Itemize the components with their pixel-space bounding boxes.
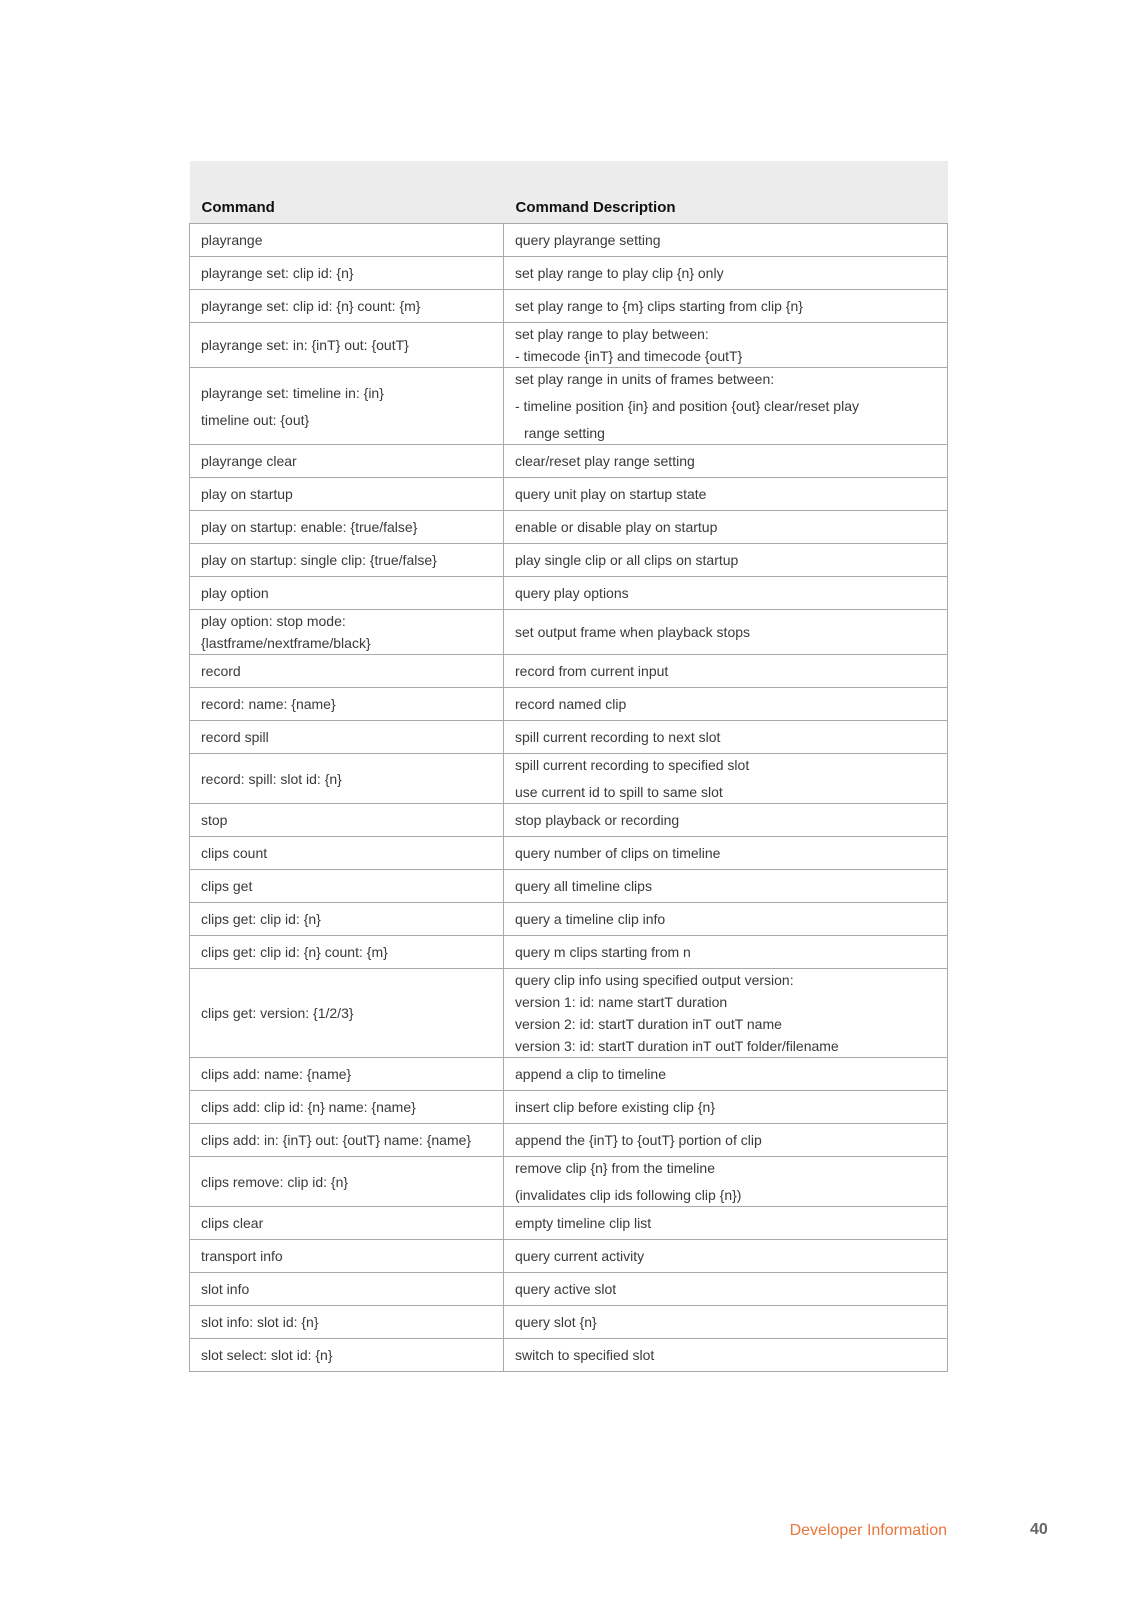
table-row — [190, 754, 948, 804]
table-row — [190, 804, 948, 837]
header-command: Command — [190, 161, 504, 224]
description-text: query number of clips on timeline — [515, 845, 721, 861]
description-text: version 1: id: name startT duration — [515, 994, 728, 1010]
description-text: insert clip before existing clip {n} — [515, 1099, 715, 1115]
description-text: enable or disable play on startup — [515, 519, 718, 535]
description-cell — [504, 837, 948, 870]
description-text: record from current input — [515, 663, 669, 679]
table-body — [190, 224, 948, 1372]
command-text: timeline out: {out} — [201, 411, 310, 428]
description-cell — [504, 224, 948, 257]
command-table — [189, 161, 948, 1372]
table-row — [190, 1157, 948, 1207]
command-text: slot info: slot id: {n} — [201, 1314, 319, 1330]
command-cell — [190, 368, 504, 445]
command-cell — [190, 837, 504, 870]
table-row — [190, 478, 948, 511]
description-text: query all timeline clips — [515, 878, 652, 894]
description-cell — [504, 257, 948, 290]
command-cell — [190, 1058, 504, 1091]
command-text: play option — [201, 585, 269, 601]
command-text: playrange clear — [201, 453, 297, 469]
description-text: query m clips starting from n — [515, 944, 691, 960]
table-row — [190, 1091, 948, 1124]
command-cell — [190, 445, 504, 478]
command-text: playrange set: clip id: {n} count: {m} — [201, 298, 421, 314]
command-text: playrange set: in: {inT} out: {outT} — [201, 337, 409, 353]
command-text: clips get: version: {1/2/3} — [201, 1005, 354, 1021]
table-row — [190, 610, 948, 655]
command-text: clips add: clip id: {n} name: {name} — [201, 1099, 416, 1115]
description-text: - timeline position {in} and position {out} clear/reset play — [515, 398, 859, 414]
description-text: query current activity — [515, 1248, 645, 1264]
command-text: {lastframe/nextframe/black} — [201, 635, 371, 651]
command-text: slot info — [201, 1281, 250, 1297]
description-text: query playrange setting — [515, 232, 661, 248]
table-row — [190, 577, 948, 610]
description-text: empty timeline clip list — [515, 1215, 652, 1231]
description-cell — [504, 688, 948, 721]
command-cell — [190, 544, 504, 577]
table-row — [190, 1124, 948, 1157]
command-cell — [190, 688, 504, 721]
command-text: playrange — [201, 232, 263, 248]
description-cell — [504, 721, 948, 754]
command-cell — [190, 290, 504, 323]
description-cell — [504, 1207, 948, 1240]
description-text: query clip info using specified output version: — [515, 972, 794, 988]
command-text: play on startup: enable: {true/false} — [201, 519, 418, 535]
command-cell — [190, 1339, 504, 1372]
description-text: - timecode {inT} and timecode {outT} — [515, 348, 743, 364]
description-cell — [504, 1339, 948, 1372]
command-cell — [190, 1207, 504, 1240]
description-text: set play range to play between: — [515, 326, 709, 342]
command-cell — [190, 224, 504, 257]
description-cell — [504, 655, 948, 688]
description-cell — [504, 1058, 948, 1091]
description-cell — [504, 1240, 948, 1273]
description-cell — [504, 1273, 948, 1306]
description-cell — [504, 1306, 948, 1339]
command-cell — [190, 655, 504, 688]
command-cell — [190, 1157, 504, 1207]
description-text: clear/reset play range setting — [515, 453, 695, 469]
command-cell — [190, 511, 504, 544]
description-cell — [504, 1124, 948, 1157]
command-cell — [190, 903, 504, 936]
description-text: stop playback or recording — [515, 812, 680, 828]
command-text: record: name: {name} — [201, 696, 336, 712]
table-row — [190, 870, 948, 903]
description-cell — [504, 936, 948, 969]
description-text: set output frame when playback stops — [515, 624, 751, 640]
description-cell — [504, 610, 948, 655]
description-text: remove clip {n} from the timeline — [515, 1160, 715, 1176]
command-text: clips clear — [201, 1215, 264, 1231]
description-cell — [504, 511, 948, 544]
table-row — [190, 1339, 948, 1372]
description-text: append a clip to timeline — [515, 1066, 666, 1082]
description-cell — [504, 969, 948, 1058]
command-text: clips add: in: {inT} out: {outT} name: {name} — [201, 1132, 472, 1148]
description-text: version 3: id: startT duration inT outT folder/filename — [515, 1038, 839, 1054]
table-row — [190, 688, 948, 721]
description-text: query play options — [515, 585, 629, 601]
command-cell — [190, 1306, 504, 1339]
command-text: record spill — [201, 729, 269, 745]
command-cell — [190, 870, 504, 903]
description-cell — [504, 754, 948, 804]
description-text: query a timeline clip info — [515, 911, 666, 927]
command-cell — [190, 936, 504, 969]
command-text: play on startup — [201, 486, 293, 502]
command-cell — [190, 257, 504, 290]
description-text: spill current recording to next slot — [515, 729, 721, 745]
table-row — [190, 903, 948, 936]
description-cell — [504, 323, 948, 368]
table-row — [190, 1240, 948, 1273]
command-cell — [190, 1124, 504, 1157]
description-text: append the {inT} to {outT} portion of clip — [515, 1132, 762, 1148]
table-row — [190, 445, 948, 478]
command-text: record — [201, 663, 241, 679]
command-text: clips add: name: {name} — [201, 1066, 352, 1082]
table-row — [190, 936, 948, 969]
description-text: spill current recording to specified slot — [515, 757, 750, 773]
description-cell — [504, 577, 948, 610]
command-text: play on startup: single clip: {true/false} — [201, 552, 437, 568]
command-cell — [190, 754, 504, 804]
description-text: range setting — [524, 425, 605, 441]
description-text: query unit play on startup state — [515, 486, 707, 502]
table-row — [190, 224, 948, 257]
command-text: playrange set: timeline in: {in} — [201, 384, 384, 401]
command-cell — [190, 804, 504, 837]
table-row — [190, 290, 948, 323]
description-text: query active slot — [515, 1281, 617, 1297]
command-text: clips get: clip id: {n} — [201, 911, 321, 927]
table-row — [190, 1273, 948, 1306]
description-cell — [504, 445, 948, 478]
table-row — [190, 1058, 948, 1091]
description-cell — [504, 368, 948, 445]
description-text: play single clip or all clips on startup — [515, 552, 739, 568]
description-text: set play range to play clip {n} only — [515, 265, 724, 281]
command-text: clips get — [201, 878, 253, 894]
command-cell — [190, 323, 504, 368]
page-number: 40 — [1030, 1521, 1048, 1538]
command-cell — [190, 610, 504, 655]
command-cell — [190, 969, 504, 1058]
table-row — [190, 323, 948, 368]
command-text: stop — [201, 812, 228, 828]
command-text: clips remove: clip id: {n} — [201, 1173, 349, 1190]
description-text: query slot {n} — [515, 1314, 597, 1330]
command-cell — [190, 1273, 504, 1306]
command-text: record: spill: slot id: {n} — [201, 770, 342, 787]
description-cell — [504, 544, 948, 577]
command-cell — [190, 721, 504, 754]
table-row — [190, 721, 948, 754]
description-text: (invalidates clip ids following clip {n}) — [515, 1187, 742, 1203]
command-cell — [190, 577, 504, 610]
description-text: record named clip — [515, 696, 627, 712]
command-cell — [190, 478, 504, 511]
description-text: set play range in units of frames between: — [515, 371, 775, 387]
command-text: playrange set: clip id: {n} — [201, 265, 354, 281]
command-text: clips get: clip id: {n} count: {m} — [201, 944, 388, 960]
command-text: play option: stop mode: — [201, 613, 346, 629]
table-row — [190, 655, 948, 688]
description-text: use current id to spill to same slot — [515, 784, 723, 800]
description-cell — [504, 903, 948, 936]
description-cell — [504, 870, 948, 903]
command-cell — [190, 1240, 504, 1273]
command-cell — [190, 1091, 504, 1124]
description-text: switch to specified slot — [515, 1347, 655, 1363]
header-command-description: Command Description — [504, 161, 948, 224]
description-cell — [504, 1091, 948, 1124]
description-cell — [504, 290, 948, 323]
command-text: slot select: slot id: {n} — [201, 1347, 333, 1363]
footer-section-title: Developer Information — [789, 1522, 947, 1539]
command-text: transport info — [201, 1248, 283, 1264]
description-text: set play range to {m} clips starting from clip {n} — [515, 298, 803, 314]
table-row — [190, 969, 948, 1058]
table-row — [190, 837, 948, 870]
table-row — [190, 257, 948, 290]
description-cell — [504, 804, 948, 837]
command-text: clips count — [201, 845, 268, 861]
description-cell — [504, 478, 948, 511]
table-row — [190, 544, 948, 577]
table-row — [190, 1306, 948, 1339]
table-row — [190, 368, 948, 445]
table-header-row — [190, 161, 948, 224]
description-text: version 2: id: startT duration inT outT name — [515, 1016, 782, 1032]
description-cell — [504, 1157, 948, 1207]
table-row — [190, 511, 948, 544]
table-row — [190, 1207, 948, 1240]
